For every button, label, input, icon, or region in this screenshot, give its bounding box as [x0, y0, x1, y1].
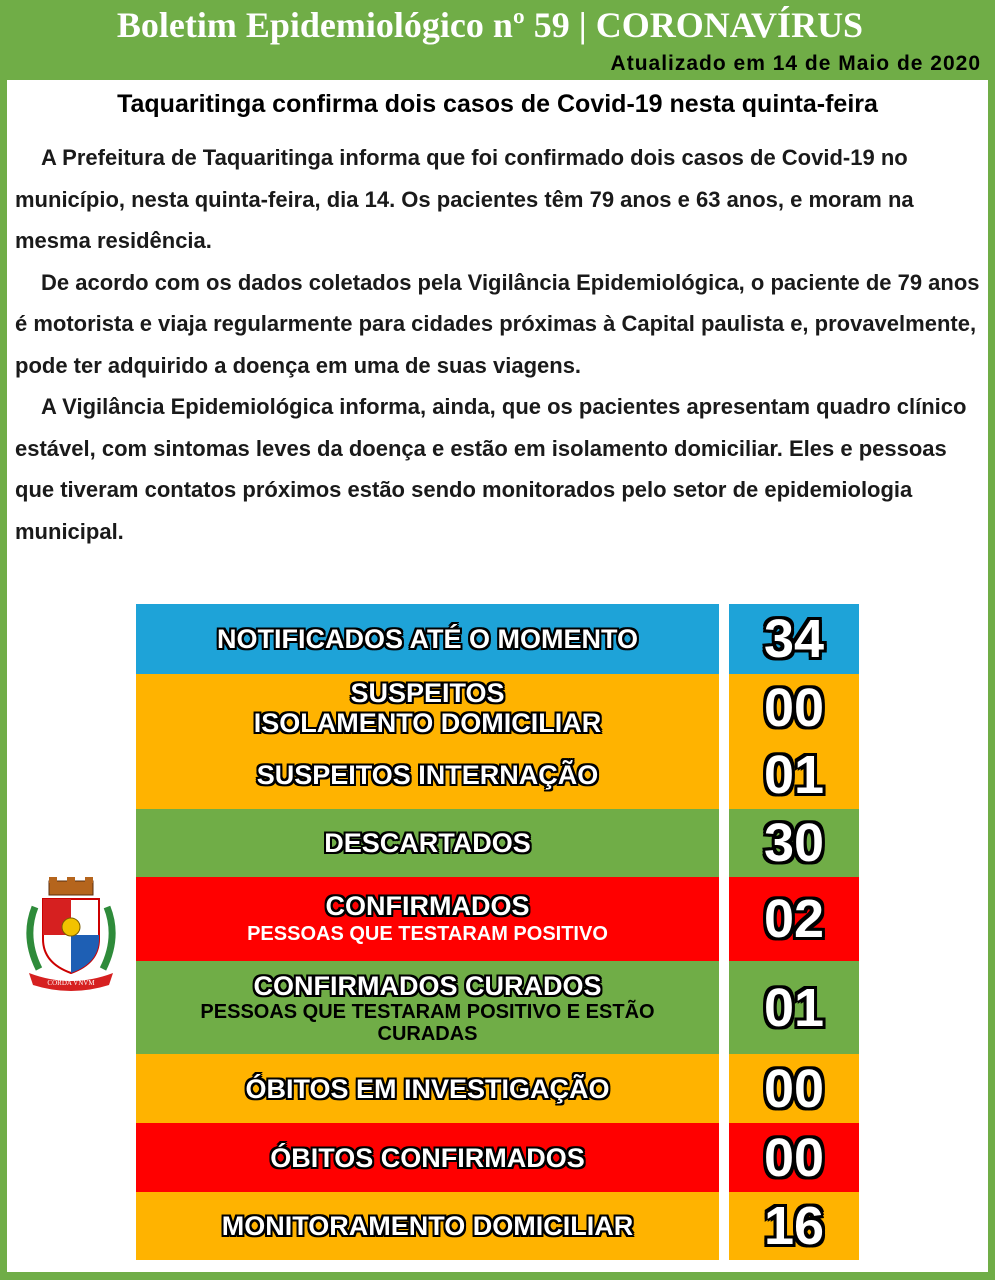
stat-value-cell: [729, 1123, 859, 1192]
stat-row: [136, 604, 859, 674]
stat-label-cell: [136, 1192, 719, 1260]
bulletin-title: Boletim Epidemiológico nº 59 | CORONAVÍRUS: [116, 5, 864, 45]
stat-label: ÓBITOS EM INVESTIGAÇÃO: [245, 1073, 610, 1104]
stat-label: NOTIFICADOS ATÉ O MOMENTO: [217, 624, 638, 654]
stat-value: 16: [763, 1196, 825, 1256]
stat-value: 30: [763, 813, 825, 873]
stat-value-cell: [729, 741, 859, 809]
stat-label: DESCARTADOS: [324, 828, 531, 858]
stat-label-cell: [136, 1054, 719, 1123]
stat-row: [136, 1192, 859, 1260]
article-headline: Taquaritinga confirma dois casos de Covid-19 nesta quinta-feira: [117, 90, 878, 118]
stat-sublabel: PESSOAS QUE TESTARAM POSITIVO: [247, 923, 608, 945]
stat-value: 00: [763, 1058, 825, 1119]
stat-label-cell: [136, 961, 719, 1054]
content-panel: [7, 80, 988, 1272]
stat-row: [136, 961, 859, 1054]
stat-label-cell: [136, 741, 719, 809]
stat-value: 00: [763, 1127, 825, 1188]
stat-value: 02: [763, 889, 825, 949]
stat-value: 00: [763, 677, 825, 738]
stat-row: [136, 674, 859, 741]
stat-value: 34: [763, 609, 825, 669]
stat-label: SUSPEITOS INTERNAÇÃO: [256, 760, 599, 790]
stat-label-cell: [136, 1123, 719, 1192]
article-paragraph: De acordo com os dados coletados pela Vigilância Epidemiológica, o paciente de 79 anos é motorista e viaja regularmente para cidades próximas à Capital paulista e, provavelmente, pode ter adquirido a doença em uma de suas viagens.: [15, 269, 980, 378]
stat-sublabel: PESSOAS QUE TESTARAM POSITIVO E ESTÃO CURADAS: [200, 1000, 655, 1045]
stat-label-cell: [136, 809, 719, 877]
stat-row: [136, 1054, 859, 1123]
article-paragraph: A Prefeitura de Taquaritinga informa que foi confirmado dois casos de Covid-19 no município, nesta quinta-feira, dia 14. Os pacientes têm 79 anos e 63 anos, e moram na mesma residência.: [15, 145, 914, 253]
stat-value-cell: [729, 1192, 859, 1260]
stat-sublabel: ISOLAMENTO DOMICILIAR: [253, 707, 602, 738]
stat-value-cell: [729, 961, 859, 1054]
article-body: [15, 137, 980, 552]
stat-row: [136, 1123, 859, 1192]
stat-label: CONFIRMADOS CURADOS: [253, 970, 602, 1001]
stat-value-cell: [729, 1054, 859, 1123]
updated-date: Atualizado em 14 de Maio de 2020: [610, 52, 981, 75]
stat-label-cell: [136, 604, 719, 674]
stat-row: [136, 877, 859, 961]
stat-value: 01: [763, 745, 825, 805]
stat-label: CONFIRMADOS: [325, 891, 530, 921]
stat-value-cell: [729, 809, 859, 877]
stat-row: [136, 809, 859, 877]
stat-value: 01: [763, 977, 825, 1038]
stat-value-cell: [729, 674, 859, 741]
stat-row: [136, 741, 859, 809]
article-paragraph: A Vigilância Epidemiológica informa, ainda, que os pacientes apresentam quadro clínico estável, com sintomas leves da doença e estão em isolamento domiciliar. Eles e pessoas que tiveram contatos próximos estão sendo monitorados pelo setor de epidemiologia municipal.: [15, 394, 967, 544]
stat-value-cell: [729, 877, 859, 961]
city-crest-icon: [21, 877, 121, 997]
stat-label: ÓBITOS CONFIRMADOS: [270, 1142, 585, 1173]
stat-label: SUSPEITOS: [350, 677, 505, 708]
stat-label-cell: [136, 674, 719, 741]
stat-value-cell: [729, 604, 859, 674]
stat-label-cell: [136, 877, 719, 961]
stat-label: MONITORAMENTO DOMICILIAR: [221, 1211, 634, 1241]
crest-motto: CORDA VNVM: [47, 979, 95, 987]
